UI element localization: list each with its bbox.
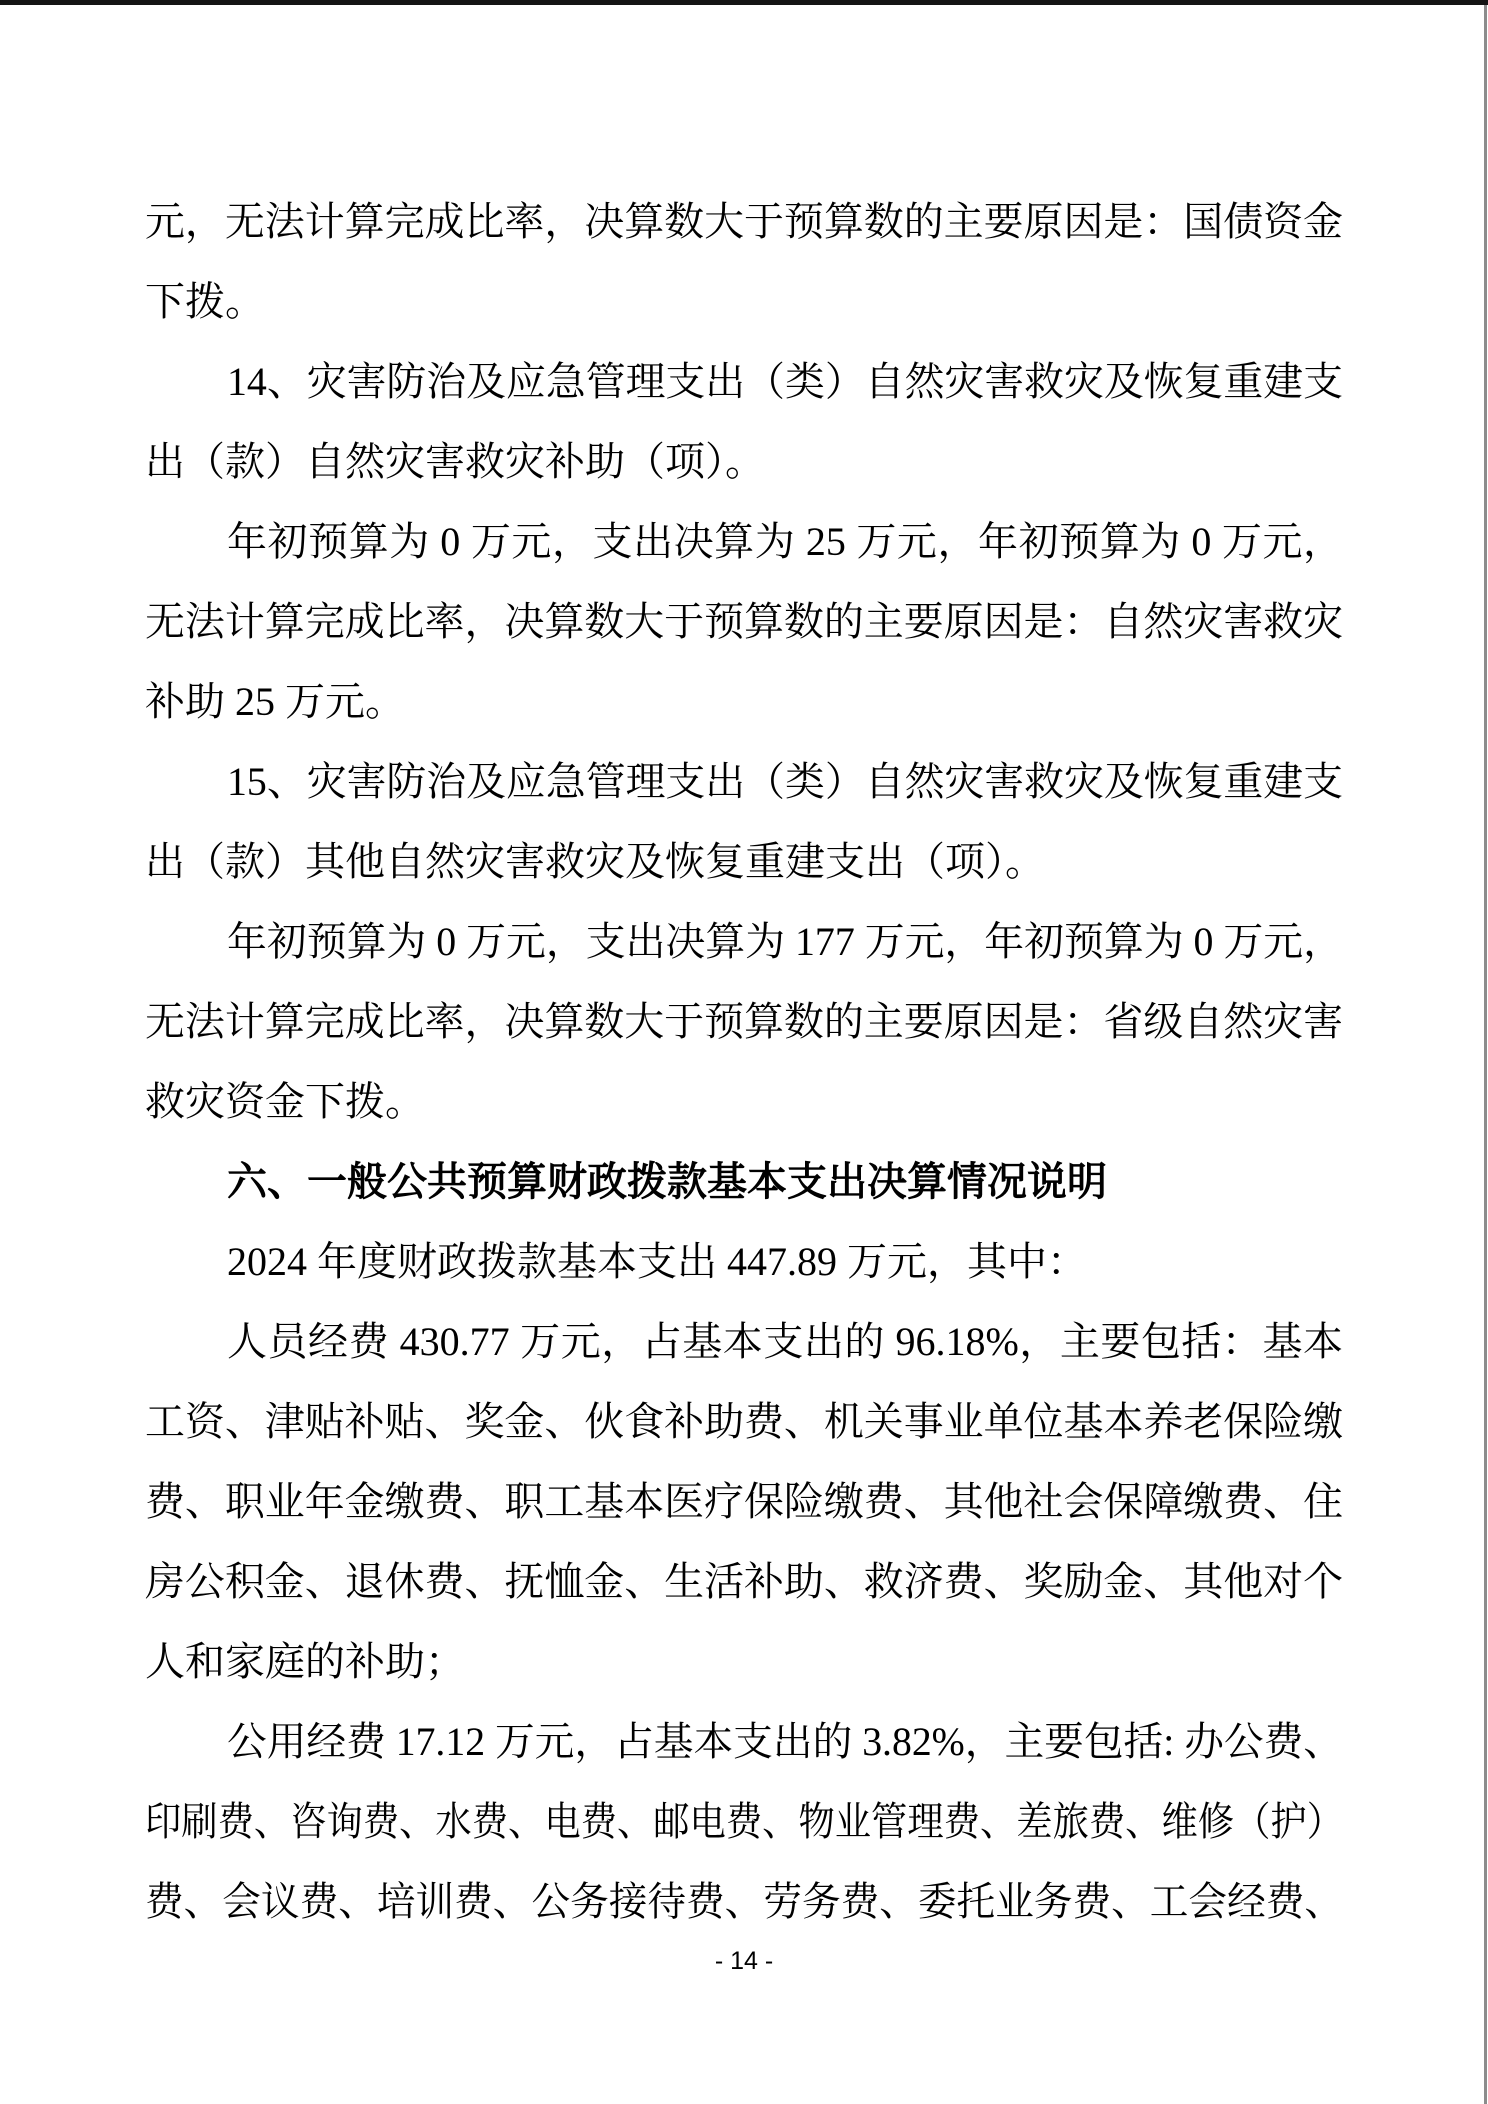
text-line: 14、灾害防治及应急管理支出（类）自然灾害救灾及恢复重建支 xyxy=(227,359,1343,404)
text-line: 费、职业年金缴费、职工基本医疗保险缴费、其他社会保障缴费、住 xyxy=(145,1479,1343,1524)
text-line: 2024 年度财政拨款基本支出 447.89 万元，其中： xyxy=(227,1239,1087,1284)
page-right-edge-line xyxy=(1484,0,1487,2104)
text-line: 房公积金、退休费、抚恤金、生活补助、救济费、奖励金、其他对个 xyxy=(145,1559,1343,1604)
text-line: 15、灾害防治及应急管理支出（类）自然灾害救灾及恢复重建支 xyxy=(227,759,1343,804)
text-line: 无法计算完成比率，决算数大于预算数的主要原因是：省级自然灾害 xyxy=(145,999,1343,1044)
text-line: 下拨。 xyxy=(145,279,265,324)
text-line: 印刷费、咨询费、水费、电费、邮电费、物业管理费、差旅费、维修（护） xyxy=(145,1799,1343,1844)
text-line: 出（款）其他自然灾害救灾及恢复重建支出（项）。 xyxy=(145,839,1045,884)
text-line: 年初预算为 0 万元，支出决算为 177 万元，年初预算为 0 万元， xyxy=(227,919,1343,964)
text-line: 费、会议费、培训费、公务接待费、劳务费、委托业务费、工会经费、 xyxy=(145,1879,1343,1924)
text-line: 人员经费 430.77 万元，占基本支出的 96.18%，主要包括：基本 xyxy=(227,1319,1343,1364)
page-number: - 14 - xyxy=(714,1947,774,1975)
section-heading-line: 六、一般公共预算财政拨款基本支出决算情况说明 xyxy=(227,1160,1107,1204)
text-line: 出（款）自然灾害救灾补助（项）。 xyxy=(145,439,765,484)
text-line: 工资、津贴补贴、奖金、伙食补助费、机关事业单位基本养老保险缴 xyxy=(145,1399,1343,1444)
text-line: 救灾资金下拨。 xyxy=(145,1079,425,1124)
text-line: 人和家庭的补助； xyxy=(145,1639,465,1684)
document-text xyxy=(145,182,1343,1942)
text-line: 补助 25 万元。 xyxy=(145,679,405,724)
text-line: 公用经费 17.12 万元，占基本支出的 3.82%，主要包括: 办公费、 xyxy=(227,1719,1343,1764)
page-top-border xyxy=(0,0,1488,5)
text-line: 年初预算为 0 万元，支出决算为 25 万元，年初预算为 0 万元， xyxy=(227,519,1343,564)
text-line: 元，无法计算完成比率，决算数大于预算数的主要原因是：国债资金 xyxy=(145,199,1343,244)
text-line: 无法计算完成比率，决算数大于预算数的主要原因是：自然灾害救灾 xyxy=(145,599,1343,644)
